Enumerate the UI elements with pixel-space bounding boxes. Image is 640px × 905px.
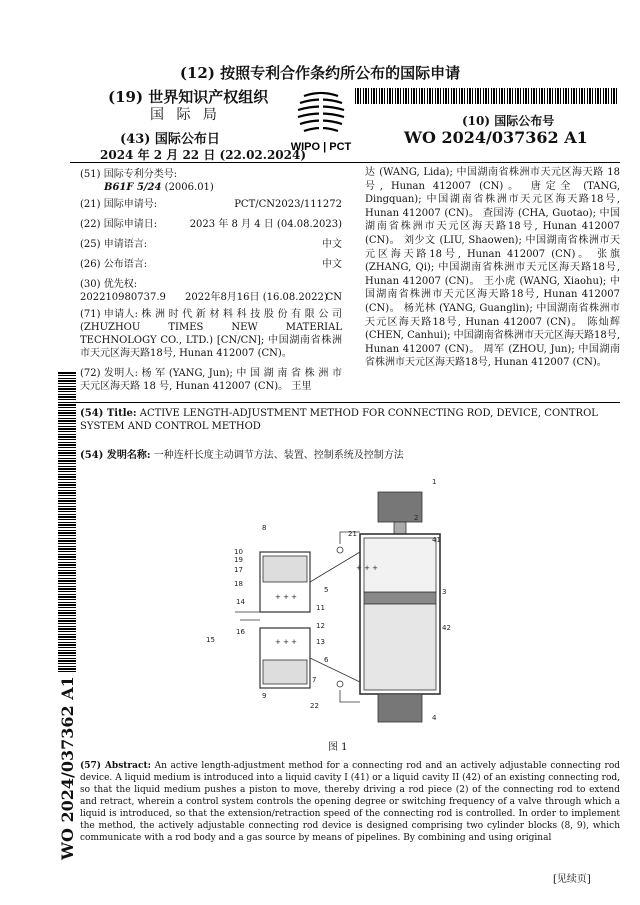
figure-label-plus1: + + +	[356, 564, 379, 572]
continued-note: [见续页]	[553, 874, 591, 885]
figure-label-4: 4	[432, 714, 437, 722]
organization-name: (19) 世界知识产权组织	[108, 88, 269, 106]
figure-label-41: 41	[432, 536, 441, 544]
publication-number-label: (10) 国际公布号	[462, 114, 555, 128]
f30-label: (30) 优先权:	[80, 279, 138, 290]
figure-label-42: 42	[442, 624, 451, 632]
figure-label-17: 17	[234, 566, 243, 574]
field-21	[80, 198, 342, 211]
wipo-pct-logo	[280, 90, 362, 156]
abstract	[80, 760, 620, 844]
figure-label-3: 3	[442, 588, 447, 596]
figure-label-16: 16	[236, 628, 245, 636]
side-publication-number: WO 2024/037362 A1	[58, 676, 77, 860]
publication-date: 2024 年 2 月 22 日 (22.02.2024)	[100, 148, 307, 162]
f72-label: (72) 发明人:	[80, 368, 139, 379]
f30-value3: CN	[325, 292, 342, 303]
f22-value: 2023 年 8 月 4 日 (04.08.2023)	[189, 219, 342, 230]
f71-label: (71) 申请人:	[80, 309, 138, 320]
figure-label-2: 2	[414, 514, 419, 522]
figure-label-11: 11	[316, 604, 325, 612]
field-30	[80, 278, 342, 304]
field-22	[80, 218, 342, 231]
figure-label-14: 14	[236, 598, 245, 606]
field-72	[80, 367, 342, 393]
figure-label-plus3: + + +	[275, 638, 298, 646]
title-cn-label: (54) 发明名称:	[80, 450, 151, 461]
field-25	[80, 238, 342, 251]
field-71	[80, 308, 342, 360]
figure-label-12: 12	[316, 622, 325, 630]
f30-value2: 2022年8月16日 (16.08.2022)	[185, 292, 328, 303]
title-cn-value: 一种连杆长度主动调节方法、装置、控制系统及控制方法	[153, 450, 404, 461]
f25-label: (25) 申请语言:	[80, 239, 148, 250]
abstract-text: An active length-adjustment method for a connecting rod and an actively adjustable connecting rod device. A liquid medium is introduced into a liquid cavity I (41) or a liquid cavity II (42) of an existing connecting rod, so that the liquid medium pushes a piston to move, thereby driving a rod piece (2) of the connecting rod to extend and retract, wherein a control system controls the opening degree or switching frequency of a valve through which a liquid is introduced, so that the extension/retraction speed of the connecting rod is controlled. In order to implement the method, the actively adjustable connecting rod device is designed comprising two cylinder blocks (8, 9), which communicate with a rod body and a gas source by means of pipelines. By combining and using original	[80, 761, 620, 843]
title-chinese	[80, 446, 620, 461]
figure-label-7: 7	[312, 676, 317, 684]
f51-value: B61F 5/24	[104, 182, 162, 193]
figure-label-plus2: + + +	[275, 593, 298, 601]
figure-caption: 图 1	[328, 742, 348, 753]
figure-label-10: 10	[234, 548, 243, 556]
document-title: (12) 按照专利合作条约所公布的国际申请	[179, 64, 461, 82]
patent-figure	[200, 472, 460, 732]
figure-label-19: 19	[234, 556, 243, 564]
f51-label: (51) 国际专利分类号:	[80, 169, 178, 180]
f26-value: 中文	[322, 259, 342, 270]
f71-value: 株 洲 时 代 新 材 料 科 技 股 份 有 限 公 司 (ZHUZHOU TIMES NEW MATERIAL TECHNOLOGY CO., LTD.) [CN/CN]; 中国湖南省株洲市天元区海天路18号, Hunan 412007 (CN)。	[80, 309, 342, 359]
figure-label-6: 6	[324, 656, 329, 664]
f21-value: PCT/CN2023/111272	[234, 199, 342, 210]
figure-label-21: 21	[348, 530, 357, 538]
figure-label-1: 1	[432, 478, 437, 486]
publication-number: WO 2024/037362 A1	[404, 128, 588, 147]
barcode-top	[355, 88, 617, 104]
figure-label-9: 9	[262, 692, 267, 700]
abstract-label: (57) Abstract:	[80, 761, 151, 771]
f72-value: 杨 军 (YANG, Jun); 中 国 湖 南 省 株 洲 市 天元区海天路 18 号, Hunan 412007 (CN)。 王里	[80, 368, 343, 392]
logo-text: WIPO | PCT	[290, 141, 352, 153]
figure-label-18: 18	[234, 580, 243, 588]
f21-label: (21) 国际申请号:	[80, 199, 158, 210]
f25-value: 中文	[322, 239, 342, 250]
header-divider	[70, 162, 620, 163]
field-51	[80, 168, 342, 194]
inventors-continued: 达 (WANG, Lida); 中国湖南省株洲市天元区海天路 18 号, Hunan 412007 (CN)。 唐定全 (TANG, Dingquan); 中国湖南省株洲市天元区海天路18号, Hunan 412007 (CN)。 查国涛 (CHA, Guotao); 中国湖南省株洲市天元区海天路18号, Hunan 412007 (CN)。 刘少文 (LIU, Shaowen); 中国湖南省株洲市天元区海天路18号, Hunan 412007 (CN)。 张旗 (ZHANG, Qi); 中国湖南省株洲市天元区海天路18号, Hunan 412007 (CN)。 王小虎 (WANG, Xiaohu); 中国湖南省株洲市天元区海天路18号, Hunan 412007 (CN)。 杨光林 (YANG, Guanglin); 中国湖南省株洲市天元区海天路18号, Hunan 412007 (CN)。 陈灿辉 (CHEN, Canhui); 中国湖南省株洲市天元区海天路18号, Hunan 412007 (CN)。 周军 (ZHOU, Jun); 中国湖南省株洲市天元区海天路18号, Hunan 412007 (CN)。	[365, 167, 620, 369]
figure-label-15: 15	[206, 636, 215, 644]
organization-bureau: 国 际 局	[150, 107, 221, 123]
figure-label-22: 22	[310, 702, 319, 710]
figure-label-5: 5	[324, 586, 329, 594]
field-26	[80, 258, 342, 271]
barcode-side	[58, 372, 76, 672]
figure-label-13: 13	[316, 638, 325, 646]
title-english	[80, 407, 620, 433]
figure-label-8: 8	[262, 524, 267, 532]
f30-value1: 202210980737.9	[80, 292, 166, 303]
f26-label: (26) 公布语言:	[80, 259, 148, 270]
title-divider	[70, 402, 620, 403]
f22-label: (22) 国际申请日:	[80, 219, 158, 230]
title-en-label: (54) Title:	[80, 408, 137, 419]
publication-date-label: (43) 国际公布日	[120, 132, 220, 147]
title-en-value: ACTIVE LENGTH-ADJUSTMENT METHOD FOR CONNECTING ROD, DEVICE, CONTROL SYSTEM AND CONTROL METHOD	[80, 408, 598, 432]
f51-suffix: (2006.01)	[161, 182, 214, 193]
